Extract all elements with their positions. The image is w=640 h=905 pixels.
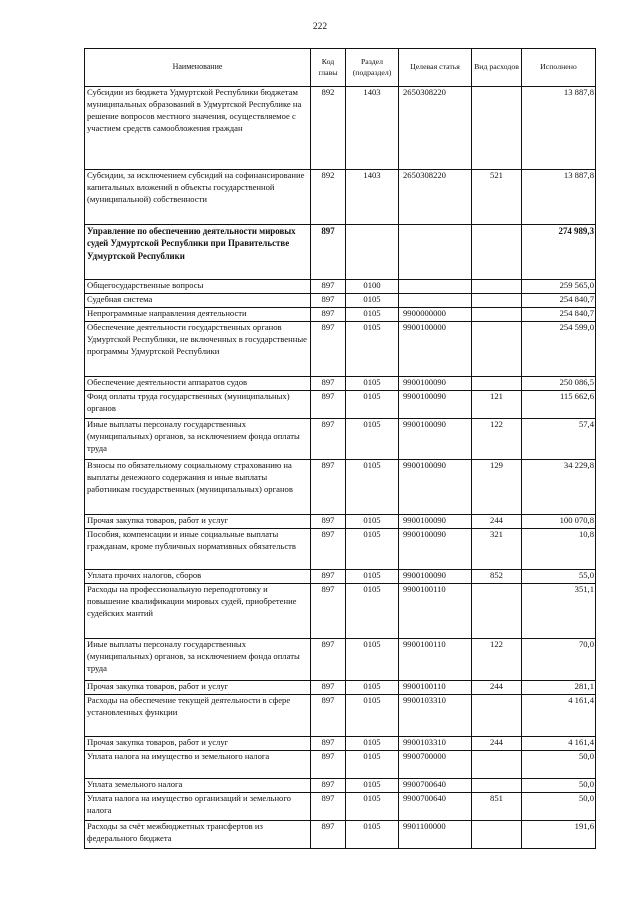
cell-code: 897 xyxy=(311,322,346,377)
header-kind: Вид расходов xyxy=(472,49,522,87)
cell-target: 9900100110 xyxy=(399,639,472,681)
cell-name: Иные выплаты персоналу государственных (муниципальных) органов, за исключением фонда оплаты труда xyxy=(85,639,311,681)
cell-target: 2650308220 xyxy=(399,87,472,170)
header-target: Целевая статья xyxy=(399,49,472,87)
cell-kind xyxy=(472,225,522,280)
header-name: Наименование xyxy=(85,49,311,87)
cell-executed: 191,6 xyxy=(522,821,596,849)
cell-target: 9900100090 xyxy=(399,419,472,460)
cell-kind: 244 xyxy=(472,681,522,695)
cell-executed: 55,0 xyxy=(522,570,596,584)
cell-code: 897 xyxy=(311,751,346,779)
cell-section: 0105 xyxy=(346,681,399,695)
cell-kind: 121 xyxy=(472,391,522,419)
cell-executed: 115 662,6 xyxy=(522,391,596,419)
cell-code: 897 xyxy=(311,294,346,308)
cell-section: 0100 xyxy=(346,280,399,294)
cell-section xyxy=(346,225,399,280)
cell-name: Прочая закупка товаров, работ и услуг xyxy=(85,681,311,695)
cell-name: Уплата прочих налогов, сборов xyxy=(85,570,311,584)
table-row xyxy=(85,737,596,751)
table-row xyxy=(85,294,596,308)
cell-section: 0105 xyxy=(346,793,399,821)
cell-target: 9900100110 xyxy=(399,584,472,639)
table-row xyxy=(85,695,596,737)
cell-executed: 254 840,7 xyxy=(522,294,596,308)
cell-code: 897 xyxy=(311,377,346,391)
header-section: Раздел (подраздел) xyxy=(346,49,399,87)
table-row xyxy=(85,515,596,529)
cell-name: Субсидии, за исключением субсидий на софинансирование капитальных вложений в объекты государственной (муниципальной) собственности xyxy=(85,170,311,225)
cell-kind xyxy=(472,294,522,308)
cell-target: 9900100090 xyxy=(399,515,472,529)
cell-section: 0105 xyxy=(346,377,399,391)
cell-target: 9900100090 xyxy=(399,391,472,419)
cell-target: 9900000000 xyxy=(399,308,472,322)
cell-kind xyxy=(472,280,522,294)
table-row xyxy=(85,460,596,515)
cell-code: 897 xyxy=(311,280,346,294)
table-header-row xyxy=(85,49,596,87)
cell-kind: 852 xyxy=(472,570,522,584)
cell-code: 897 xyxy=(311,681,346,695)
cell-target: 9900100090 xyxy=(399,460,472,515)
page-number: 222 xyxy=(312,22,328,32)
cell-name: Пособия, компенсации и иные социальные выплаты гражданам, кроме публичных нормативных обязательств xyxy=(85,529,311,570)
cell-section: 1403 xyxy=(346,170,399,225)
cell-code: 897 xyxy=(311,737,346,751)
cell-section: 0105 xyxy=(346,294,399,308)
cell-code: 897 xyxy=(311,529,346,570)
cell-kind xyxy=(472,584,522,639)
cell-executed: 57,4 xyxy=(522,419,596,460)
cell-kind: 521 xyxy=(472,170,522,225)
cell-executed: 34 229,8 xyxy=(522,460,596,515)
cell-code: 897 xyxy=(311,419,346,460)
cell-section: 0105 xyxy=(346,639,399,681)
cell-target: 9900700640 xyxy=(399,793,472,821)
table-row xyxy=(85,419,596,460)
cell-code: 892 xyxy=(311,87,346,170)
cell-section: 0105 xyxy=(346,391,399,419)
cell-target: 9900100110 xyxy=(399,681,472,695)
cell-section: 0105 xyxy=(346,308,399,322)
cell-code: 897 xyxy=(311,821,346,849)
cell-executed: 254 599,0 xyxy=(522,322,596,377)
table-row xyxy=(85,779,596,793)
cell-kind xyxy=(472,779,522,793)
cell-executed: 281,1 xyxy=(522,681,596,695)
cell-kind xyxy=(472,751,522,779)
cell-executed: 259 565,0 xyxy=(522,280,596,294)
header-executed: Исполнено xyxy=(522,49,596,87)
cell-name: Субсидии из бюджета Удмуртской Республики бюджетам муниципальных образований в Удмуртской Республике на решение вопросов местного значения, осуществляемое с участием средств самообложения граждан xyxy=(85,87,311,170)
table-row xyxy=(85,87,596,170)
cell-kind xyxy=(472,821,522,849)
cell-name: Непрограммные направления деятельности xyxy=(85,308,311,322)
cell-name: Управление по обеспечению деятельности мировых судей Удмуртской Республики при Правительстве Удмуртской Республики xyxy=(85,225,311,280)
cell-name: Прочая закупка товаров, работ и услуг xyxy=(85,515,311,529)
cell-section: 0105 xyxy=(346,821,399,849)
cell-code: 897 xyxy=(311,570,346,584)
table-row xyxy=(85,793,596,821)
cell-executed: 274 989,3 xyxy=(522,225,596,280)
cell-executed: 4 161,4 xyxy=(522,695,596,737)
cell-name: Общегосударственные вопросы xyxy=(85,280,311,294)
cell-code: 897 xyxy=(311,308,346,322)
cell-section: 0105 xyxy=(346,460,399,515)
cell-kind xyxy=(472,322,522,377)
cell-code: 897 xyxy=(311,460,346,515)
cell-code: 897 xyxy=(311,639,346,681)
cell-target: 9901100000 xyxy=(399,821,472,849)
cell-name: Судебная система xyxy=(85,294,311,308)
cell-target: 9900100090 xyxy=(399,570,472,584)
cell-kind xyxy=(472,695,522,737)
cell-executed: 351,1 xyxy=(522,584,596,639)
cell-section: 0105 xyxy=(346,779,399,793)
cell-executed: 50,0 xyxy=(522,793,596,821)
cell-code: 897 xyxy=(311,515,346,529)
cell-target: 9900100090 xyxy=(399,377,472,391)
cell-executed: 4 161,4 xyxy=(522,737,596,751)
table-row xyxy=(85,751,596,779)
cell-code: 897 xyxy=(311,391,346,419)
cell-kind xyxy=(472,308,522,322)
cell-executed: 254 840,7 xyxy=(522,308,596,322)
cell-name: Расходы за счёт межбюджетных трансфертов из федерального бюджета xyxy=(85,821,311,849)
cell-code: 897 xyxy=(311,695,346,737)
cell-section: 0105 xyxy=(346,737,399,751)
cell-kind: 122 xyxy=(472,419,522,460)
cell-section: 0105 xyxy=(346,570,399,584)
cell-executed: 13 887,8 xyxy=(522,170,596,225)
table-row xyxy=(85,280,596,294)
table-row xyxy=(85,391,596,419)
cell-name: Прочая закупка товаров, работ и услуг xyxy=(85,737,311,751)
cell-section: 0105 xyxy=(346,751,399,779)
cell-kind: 129 xyxy=(472,460,522,515)
table-row xyxy=(85,225,596,280)
cell-name: Иные выплаты персоналу государственных (муниципальных) органов, за исключением фонда оплаты труда xyxy=(85,419,311,460)
header-code: Код главы xyxy=(311,49,346,87)
cell-target: 2650308220 xyxy=(399,170,472,225)
cell-section: 0105 xyxy=(346,419,399,460)
table-row xyxy=(85,681,596,695)
cell-kind: 244 xyxy=(472,515,522,529)
cell-name: Уплата земельного налога xyxy=(85,779,311,793)
cell-executed: 100 070,8 xyxy=(522,515,596,529)
cell-target: 9900100090 xyxy=(399,529,472,570)
cell-kind: 122 xyxy=(472,639,522,681)
cell-kind: 244 xyxy=(472,737,522,751)
table-row xyxy=(85,308,596,322)
cell-code: 897 xyxy=(311,793,346,821)
cell-name: Уплата налога на имущество организаций и земельного налога xyxy=(85,793,311,821)
cell-section: 0105 xyxy=(346,322,399,377)
cell-kind xyxy=(472,377,522,391)
table-row xyxy=(85,529,596,570)
budget-table xyxy=(84,48,596,849)
cell-name: Фонд оплаты труда государственных (муниципальных) органов xyxy=(85,391,311,419)
cell-section: 0105 xyxy=(346,584,399,639)
cell-section: 0105 xyxy=(346,695,399,737)
cell-target: 9900103310 xyxy=(399,737,472,751)
cell-executed: 50,0 xyxy=(522,751,596,779)
cell-target: 9900700640 xyxy=(399,779,472,793)
cell-target xyxy=(399,225,472,280)
table-row xyxy=(85,377,596,391)
table-row xyxy=(85,570,596,584)
cell-target: 9900100000 xyxy=(399,322,472,377)
cell-section: 1403 xyxy=(346,87,399,170)
table-row xyxy=(85,170,596,225)
cell-kind xyxy=(472,87,522,170)
table-body xyxy=(85,87,596,849)
cell-kind: 851 xyxy=(472,793,522,821)
table-row xyxy=(85,584,596,639)
cell-target: 9900103310 xyxy=(399,695,472,737)
table-row xyxy=(85,639,596,681)
cell-executed: 13 887,8 xyxy=(522,87,596,170)
cell-target: 9900700000 xyxy=(399,751,472,779)
cell-target xyxy=(399,280,472,294)
cell-name: Уплата налога на имущество и земельного налога xyxy=(85,751,311,779)
cell-name: Взносы по обязательному социальному страхованию на выплаты денежного содержания и иные выплаты работникам государственных (муниципальных) органов xyxy=(85,460,311,515)
cell-name: Расходы на профессиональную переподготовку и повышение квалификации мировых судей, приобретение судейских мантий xyxy=(85,584,311,639)
cell-name: Расходы на обеспечение текущей деятельности в сфере установленных функции xyxy=(85,695,311,737)
cell-executed: 70,0 xyxy=(522,639,596,681)
cell-executed: 250 086,5 xyxy=(522,377,596,391)
cell-executed: 10,8 xyxy=(522,529,596,570)
cell-name: Обеспечение деятельности аппаратов судов xyxy=(85,377,311,391)
cell-section: 0105 xyxy=(346,515,399,529)
cell-name: Обеспечение деятельности государственных органов Удмуртской Республики, не включенных в государственные программы Удмуртской Республики xyxy=(85,322,311,377)
table-row xyxy=(85,322,596,377)
cell-code: 892 xyxy=(311,170,346,225)
cell-code: 897 xyxy=(311,225,346,280)
cell-kind: 321 xyxy=(472,529,522,570)
cell-target xyxy=(399,294,472,308)
cell-code: 897 xyxy=(311,584,346,639)
cell-code: 897 xyxy=(311,779,346,793)
table-row xyxy=(85,821,596,849)
cell-executed: 50,0 xyxy=(522,779,596,793)
cell-section: 0105 xyxy=(346,529,399,570)
